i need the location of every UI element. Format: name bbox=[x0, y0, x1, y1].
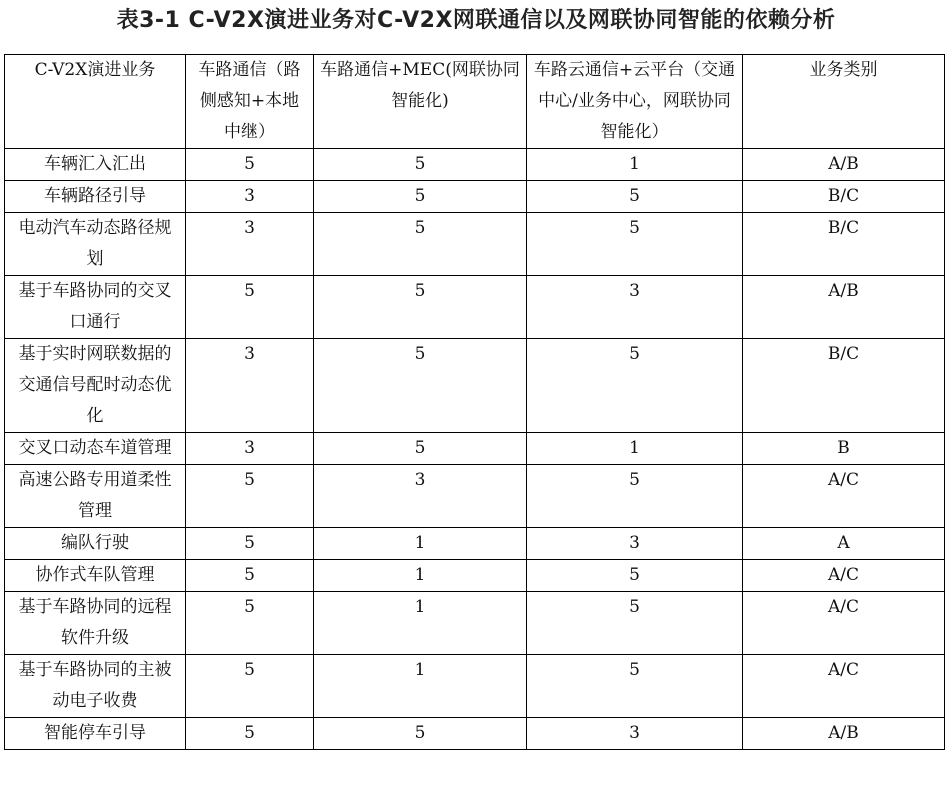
column-header-label: 车路云通信+云平台（交通中心/业务中心，网联协同智能化） bbox=[533, 60, 736, 142]
table-row bbox=[5, 465, 945, 528]
cell-value: A/B bbox=[828, 723, 859, 743]
table-row bbox=[5, 213, 945, 276]
table-row bbox=[5, 339, 945, 433]
score-cell bbox=[186, 718, 314, 750]
cell-value: 5 bbox=[629, 470, 640, 490]
score-cell bbox=[314, 655, 527, 718]
category-cell bbox=[743, 592, 945, 655]
cell-value: 5 bbox=[244, 533, 255, 553]
cell-value: 3 bbox=[244, 344, 255, 364]
score-cell bbox=[314, 718, 527, 750]
table-header-row bbox=[5, 55, 945, 149]
cell-value: 5 bbox=[244, 660, 255, 680]
cell-value: 5 bbox=[629, 565, 640, 585]
column-header-label: 业务类别 bbox=[809, 60, 878, 80]
category-cell bbox=[743, 276, 945, 339]
table-row bbox=[5, 433, 945, 465]
score-cell bbox=[314, 560, 527, 592]
cell-value: 基于车路协同的交叉口通行 bbox=[18, 281, 172, 332]
service-name-cell bbox=[5, 465, 186, 528]
table-row bbox=[5, 149, 945, 181]
score-cell bbox=[314, 149, 527, 181]
score-cell bbox=[527, 339, 743, 433]
service-name-cell bbox=[5, 655, 186, 718]
category-cell bbox=[743, 213, 945, 276]
cell-value: 高速公路专用道柔性管理 bbox=[18, 470, 172, 521]
category-cell bbox=[743, 528, 945, 560]
table-body bbox=[5, 149, 945, 750]
cell-value: 5 bbox=[244, 154, 255, 174]
cell-value: 协作式车队管理 bbox=[35, 565, 155, 585]
cell-value: 5 bbox=[414, 723, 426, 743]
cell-value: 5 bbox=[244, 565, 255, 585]
category-cell bbox=[743, 149, 945, 181]
cell-value: A/B bbox=[828, 154, 859, 174]
column-header bbox=[186, 55, 314, 149]
score-cell bbox=[186, 181, 314, 213]
score-cell bbox=[314, 592, 527, 655]
cell-value: B/C bbox=[827, 218, 860, 238]
cell-value: 5 bbox=[629, 218, 640, 238]
cell-value: 5 bbox=[414, 438, 426, 458]
cell-value: 1 bbox=[414, 533, 426, 553]
cell-value: 5 bbox=[629, 186, 640, 206]
category-cell bbox=[743, 465, 945, 528]
cell-value: A/B bbox=[828, 281, 859, 301]
cell-value: 基于车路协同的远程软件升级 bbox=[18, 597, 172, 648]
cell-value: 3 bbox=[244, 438, 255, 458]
table-row bbox=[5, 560, 945, 592]
column-header-label: 车路通信+MEC(网联协同智能化) bbox=[320, 60, 520, 111]
cell-value: 车辆路径引导 bbox=[44, 186, 146, 206]
cell-value: 5 bbox=[629, 660, 640, 680]
cell-value: 1 bbox=[414, 597, 426, 617]
column-header-label: 车路通信（路侧感知+本地中继） bbox=[198, 60, 301, 142]
score-cell bbox=[186, 276, 314, 339]
score-cell bbox=[314, 528, 527, 560]
score-cell bbox=[186, 149, 314, 181]
service-name-cell bbox=[5, 213, 186, 276]
table-row bbox=[5, 718, 945, 750]
cell-value: 基于车路协同的主被动电子收费 bbox=[18, 660, 172, 711]
cell-value: 5 bbox=[244, 281, 255, 301]
table-row bbox=[5, 655, 945, 718]
score-cell bbox=[186, 465, 314, 528]
score-cell bbox=[527, 433, 743, 465]
cell-value: 5 bbox=[629, 597, 640, 617]
score-cell bbox=[186, 655, 314, 718]
cell-value: 5 bbox=[414, 281, 426, 301]
category-cell bbox=[743, 339, 945, 433]
cell-value: 1 bbox=[629, 154, 640, 174]
cell-value: A/C bbox=[827, 597, 859, 617]
cell-value: 5 bbox=[244, 470, 255, 490]
cell-value: A/C bbox=[827, 660, 859, 680]
table-row bbox=[5, 181, 945, 213]
cell-value: 3 bbox=[244, 218, 255, 238]
cell-value: 1 bbox=[414, 660, 426, 680]
score-cell bbox=[527, 465, 743, 528]
score-cell bbox=[314, 465, 527, 528]
cell-value: 车辆汇入汇出 bbox=[44, 154, 146, 174]
cell-value: A/C bbox=[827, 565, 859, 585]
column-header-label: C-V2X演进业务 bbox=[34, 60, 156, 80]
score-cell bbox=[314, 213, 527, 276]
score-cell bbox=[527, 718, 743, 750]
cell-value: 3 bbox=[414, 470, 426, 490]
category-cell bbox=[743, 718, 945, 750]
score-cell bbox=[527, 213, 743, 276]
category-cell bbox=[743, 655, 945, 718]
cell-value: 1 bbox=[629, 438, 640, 458]
service-name-cell bbox=[5, 339, 186, 433]
cell-value: 5 bbox=[414, 186, 426, 206]
score-cell bbox=[186, 213, 314, 276]
cell-value: 3 bbox=[629, 281, 640, 301]
cell-value: 1 bbox=[414, 565, 426, 585]
table-caption: 表3-1 C-V2X演进业务对C-V2X网联通信以及网联协同智能的依赖分析 bbox=[116, 8, 836, 33]
score-cell bbox=[186, 339, 314, 433]
cell-value: 3 bbox=[244, 186, 255, 206]
cell-value: 智能停车引导 bbox=[44, 723, 146, 743]
score-cell bbox=[314, 276, 527, 339]
service-name-cell bbox=[5, 276, 186, 339]
score-cell bbox=[314, 181, 527, 213]
cell-value: B/C bbox=[827, 186, 860, 206]
cell-value: 5 bbox=[629, 344, 640, 364]
category-cell bbox=[743, 560, 945, 592]
cell-value: 5 bbox=[414, 154, 426, 174]
cell-value: 电动汽车动态路径规划 bbox=[18, 218, 172, 269]
service-name-cell bbox=[5, 592, 186, 655]
score-cell bbox=[527, 528, 743, 560]
cell-value: B/C bbox=[827, 344, 860, 364]
cell-value: 交叉口动态车道管理 bbox=[18, 438, 172, 458]
score-cell bbox=[527, 181, 743, 213]
service-name-cell bbox=[5, 718, 186, 750]
service-name-cell bbox=[5, 149, 186, 181]
score-cell bbox=[527, 560, 743, 592]
score-cell bbox=[186, 560, 314, 592]
score-cell bbox=[527, 149, 743, 181]
cell-value: A bbox=[837, 533, 850, 553]
score-cell bbox=[186, 528, 314, 560]
column-header bbox=[314, 55, 527, 149]
cell-value: 5 bbox=[244, 597, 255, 617]
column-header bbox=[527, 55, 743, 149]
cell-value: 5 bbox=[244, 723, 255, 743]
cell-value: A/C bbox=[827, 470, 859, 490]
cell-value: 5 bbox=[414, 218, 426, 238]
column-header bbox=[5, 55, 186, 149]
category-cell bbox=[743, 181, 945, 213]
score-cell bbox=[314, 339, 527, 433]
score-cell bbox=[527, 655, 743, 718]
cell-value: 3 bbox=[629, 723, 640, 743]
cell-value: 5 bbox=[414, 344, 426, 364]
table-row bbox=[5, 592, 945, 655]
service-name-cell bbox=[5, 433, 186, 465]
score-cell bbox=[314, 433, 527, 465]
score-cell bbox=[527, 276, 743, 339]
cell-value: B bbox=[837, 438, 850, 458]
service-name-cell bbox=[5, 528, 186, 560]
cell-value: 3 bbox=[629, 533, 640, 553]
score-cell bbox=[527, 592, 743, 655]
score-cell bbox=[186, 433, 314, 465]
cell-value: 编队行驶 bbox=[61, 533, 129, 553]
cell-value: 基于实时网联数据的交通信号配时动态优化 bbox=[18, 344, 172, 426]
table-row bbox=[5, 276, 945, 339]
score-cell bbox=[186, 592, 314, 655]
category-cell bbox=[743, 433, 945, 465]
table-row bbox=[5, 528, 945, 560]
column-header bbox=[743, 55, 945, 149]
service-name-cell bbox=[5, 560, 186, 592]
dependency-table bbox=[4, 54, 945, 750]
service-name-cell bbox=[5, 181, 186, 213]
